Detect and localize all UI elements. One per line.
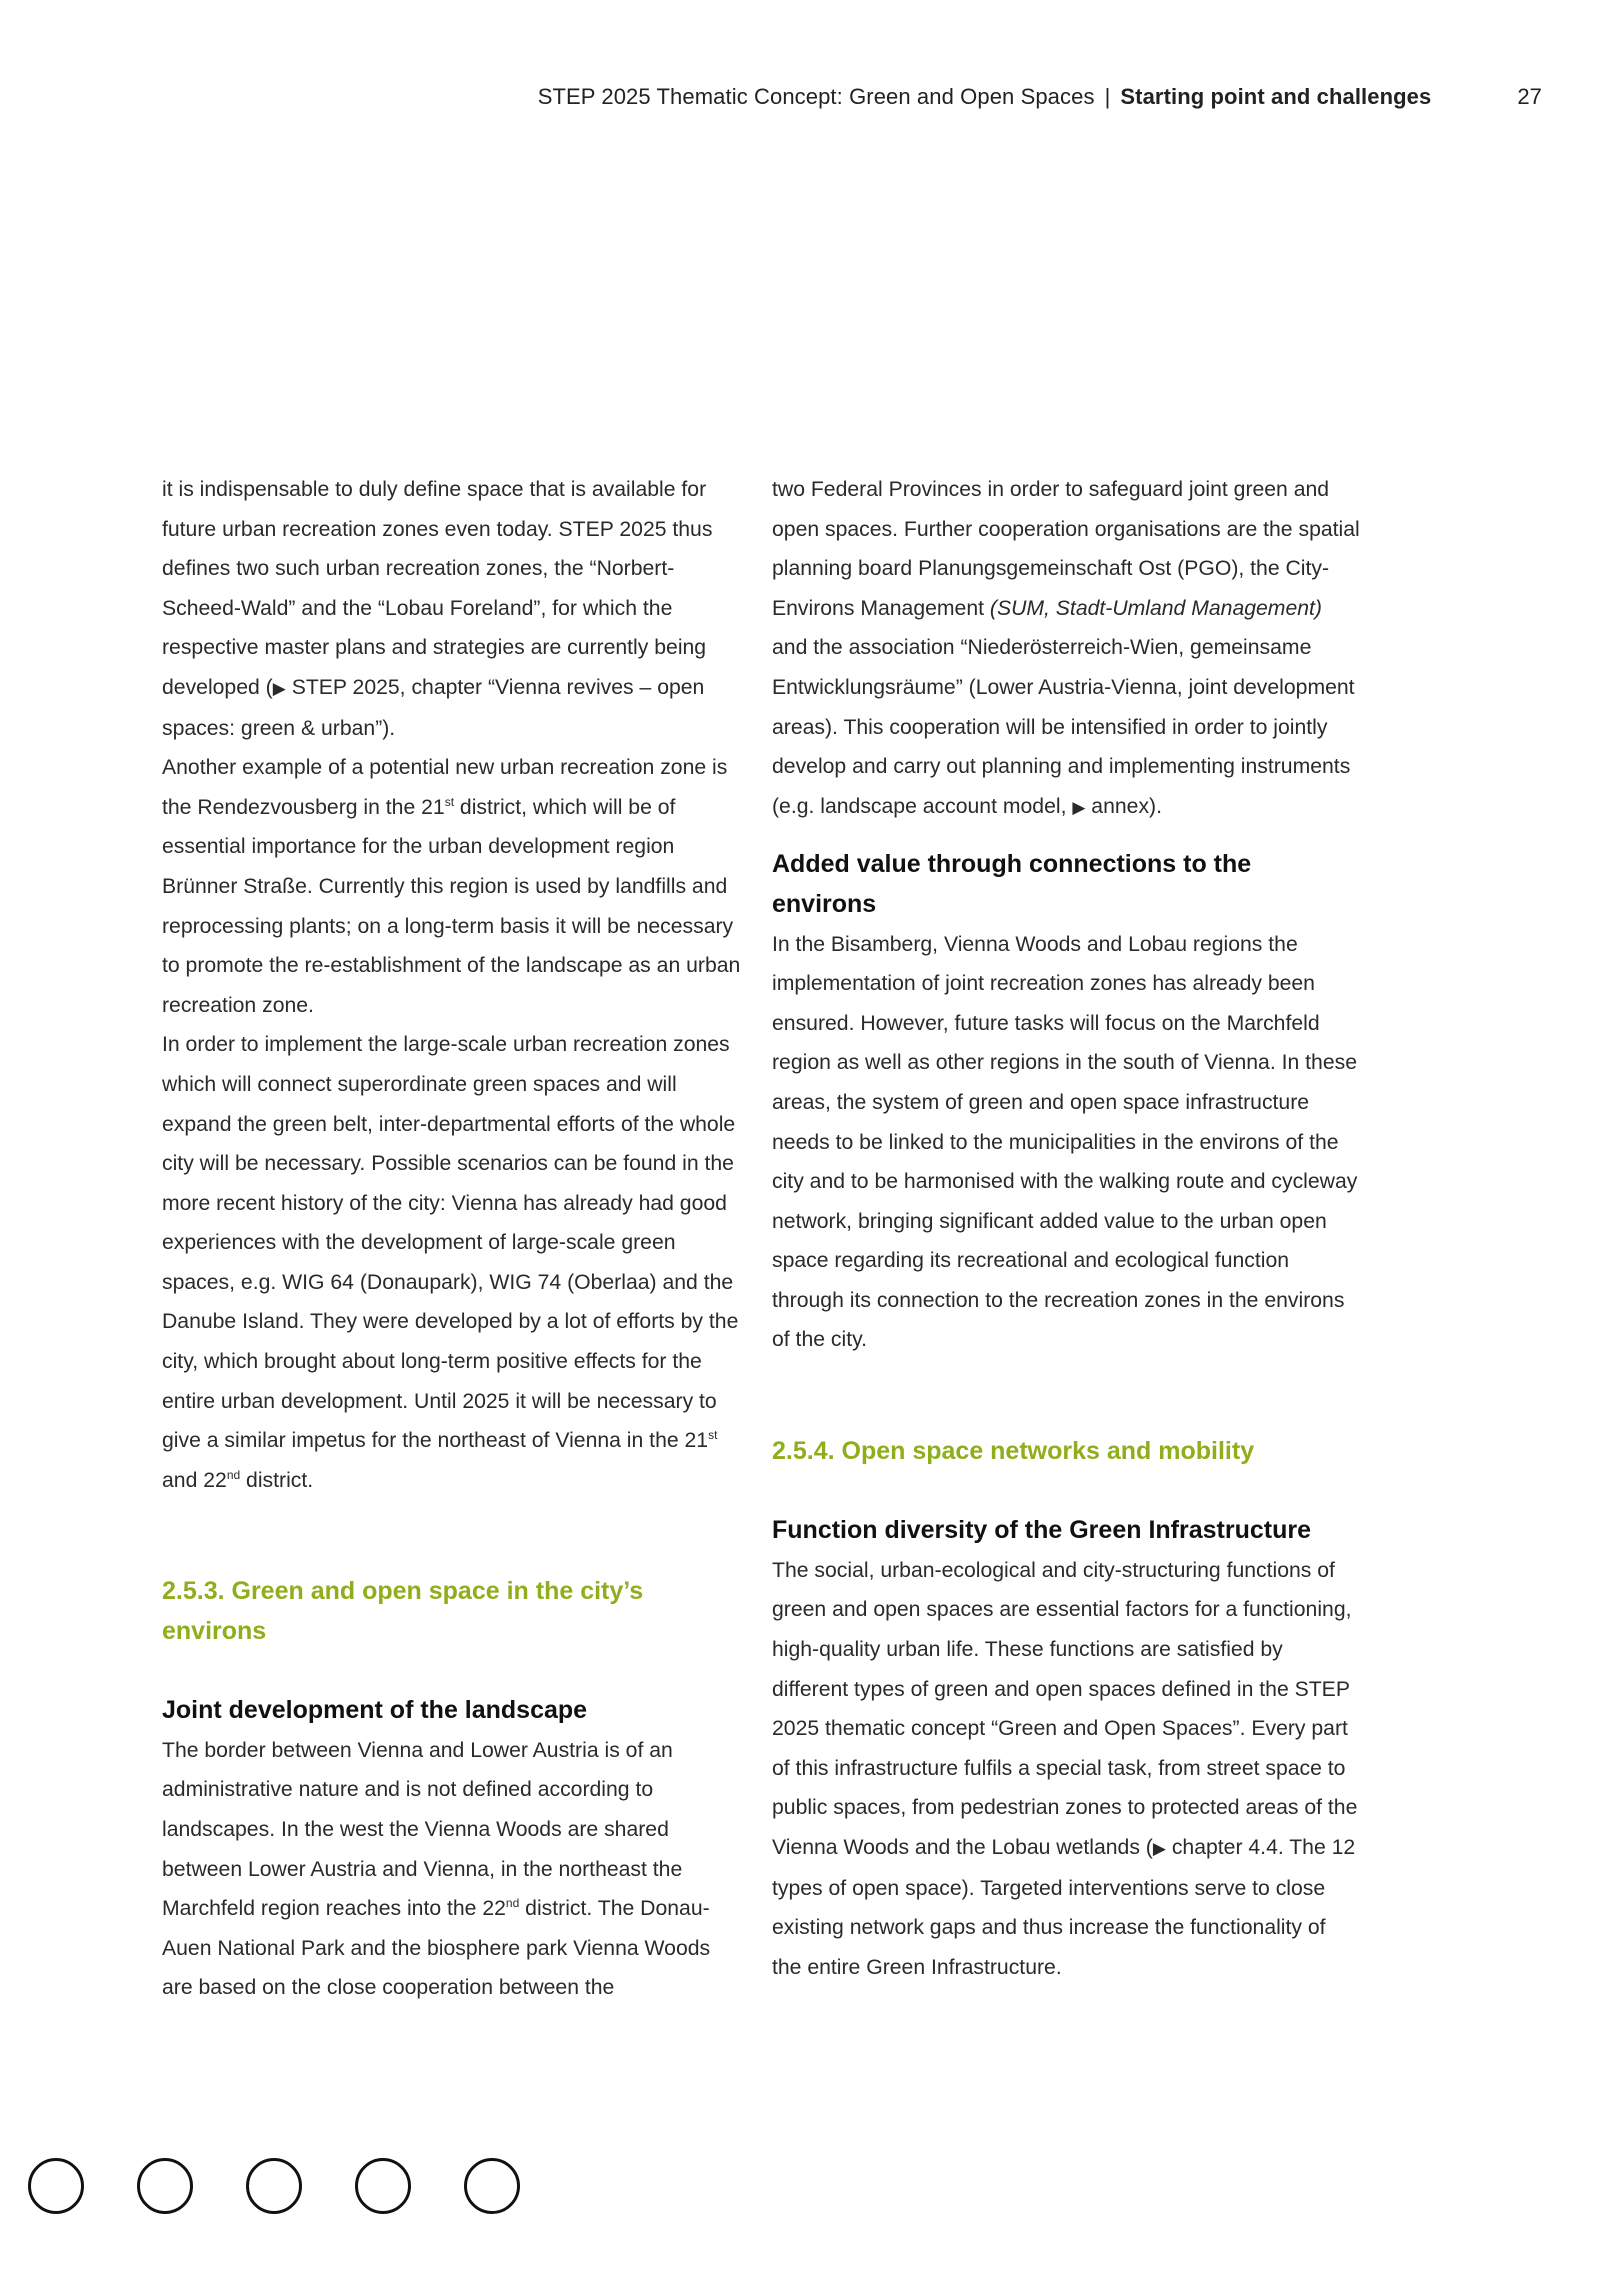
section-heading-2-5-4: 2.5.4. Open space networks and mobility (772, 1437, 1255, 1466)
paragraph-implementation: In order to implement the large-scale urban recreation zones which will connect superordinate green spaces and will expand the green belt, inter-departmental efforts of the whole city will be necessary. Possible scenarios can be found in the more recent history of the city: Vienna has already had good experiences with the development of large-scale green spaces, e.g. WIG 64 (Donaupark), WIG 74 (Oberlaa) and the Danube Island. They were developed by a lot of efforts by the city, which brought about long-term positive effects for the entire urban development. Until 2025 it will be necessary to give a similar impetus for the northeast of Vienna in the 21st and 22nd district. (162, 1033, 739, 1492)
arrow-icon: ▶ (1072, 797, 1086, 817)
paragraph-federal-provinces: two Federal Provinces in order to safeguard joint green and open spaces. Further cooperation organisations are the spatial planning board Planungsgemeinschaft Ost (PGO), the City-Environs Management (SUM, Stadt-Umland Management) and the association “Niederösterreich-Wien, gemeinsame Entwicklungsräume” (Lower Austria-Vienna, joint development areas). This cooperation will be intensified in order to jointly develop and carry out planning and implementing instruments (e.g. landscape account model, ▶ annex). (772, 478, 1360, 818)
paragraph-bisamberg: In the Bisamberg, Vienna Woods and Lobau regions the implementation of joint recreation zones has already been ensured. However, future tasks will focus on the Marchfeld region as well as other regions in the south of Vienna. In these areas, the system of green and open space infrastructure needs to be linked to the municipalities in the environs of the city and to be harmonised with the walking route and cycleway network, bringing significant added value to the urban open space regarding its recreational and ecological function through its connection to the recreation zones in the environs of the city. (772, 932, 1358, 1352)
paragraph-recreation-zones: it is indispensable to duly define space that is available for future urban recreation zones even today. STEP 2025 thus defines two such urban recreation zones, the “Norbert-Scheed-Wald” and the “Lobau Foreland”, for which the respective master plans and strategies are currently being developed (▶ STEP 2025, chapter “Vienna revives – open spaces: green & urban”). (162, 478, 713, 740)
page-navigation-dots (28, 2158, 520, 2214)
paragraph-rendezvousberg: Another example of a potential new urban recreation zone is the Rendezvousberg in the 21st district, which will be of essential importance for the urban development region Brünner Straße. Currently this region is used by landfills and reprocessing plants; on a long-term basis it will be necessary to promote the re-establishment of the landscape as an urban recreation zone. (162, 756, 741, 1017)
left-column (162, 470, 742, 2008)
document-title: STEP 2025 Thematic Concept: Green and Open Spaces (537, 84, 1095, 109)
subheading-function-diversity: Function diversity of the Green Infrastructure (772, 1516, 1311, 1545)
nav-circle-1[interactable] (28, 2158, 84, 2214)
paragraph-functions: The social, urban-ecological and city-structuring functions of green and open spaces are essential factors for a functioning, high-quality urban life. These functions are satisfied by different types of green and open spaces defined in the STEP 2025 thematic concept “Green and Open Spaces”. Every part of this infrastructure fulfils a special task, from street space to public spaces, from pedestrian zones to protected areas of the Vienna Woods and the Lobau wetlands (▶ chapter 4.4. The 12 types of open space). Targeted interventions serve to close existing network gaps and thus increase the functionality of the entire Green Infrastructure. (772, 1558, 1358, 1979)
subheading-joint-development: Joint development of the landscape (162, 1696, 588, 1725)
subheading-added-value: Added value through connections to the environs (772, 850, 1252, 918)
arrow-icon: ▶ (1152, 1839, 1166, 1858)
paragraph-border: The border between Vienna and Lower Austria is of an administrative nature and is not defined according to landscapes. In the west the Vienna Woods are shared between Lower Austria and Vienna, in the northeast the Marchfeld region reaches into the 22nd district. The Donau-Auen National Park and the biosphere park Vienna Woods are based on the close cooperation between the (162, 1738, 711, 2000)
nav-circle-3[interactable] (246, 2158, 302, 2214)
nav-circle-2[interactable] (137, 2158, 193, 2214)
right-column (772, 470, 1360, 1987)
header-separator: | (1104, 84, 1111, 109)
nav-circle-4[interactable] (355, 2158, 411, 2214)
section-heading-2-5-3: 2.5.3. Green and open space in the city’s environs (162, 1577, 644, 1646)
arrow-icon: ▶ (272, 678, 286, 698)
page-number: 27 (1517, 84, 1542, 109)
section-title: Starting point and challenges (1120, 84, 1432, 109)
running-header (0, 84, 1542, 110)
nav-circle-5[interactable] (464, 2158, 520, 2214)
